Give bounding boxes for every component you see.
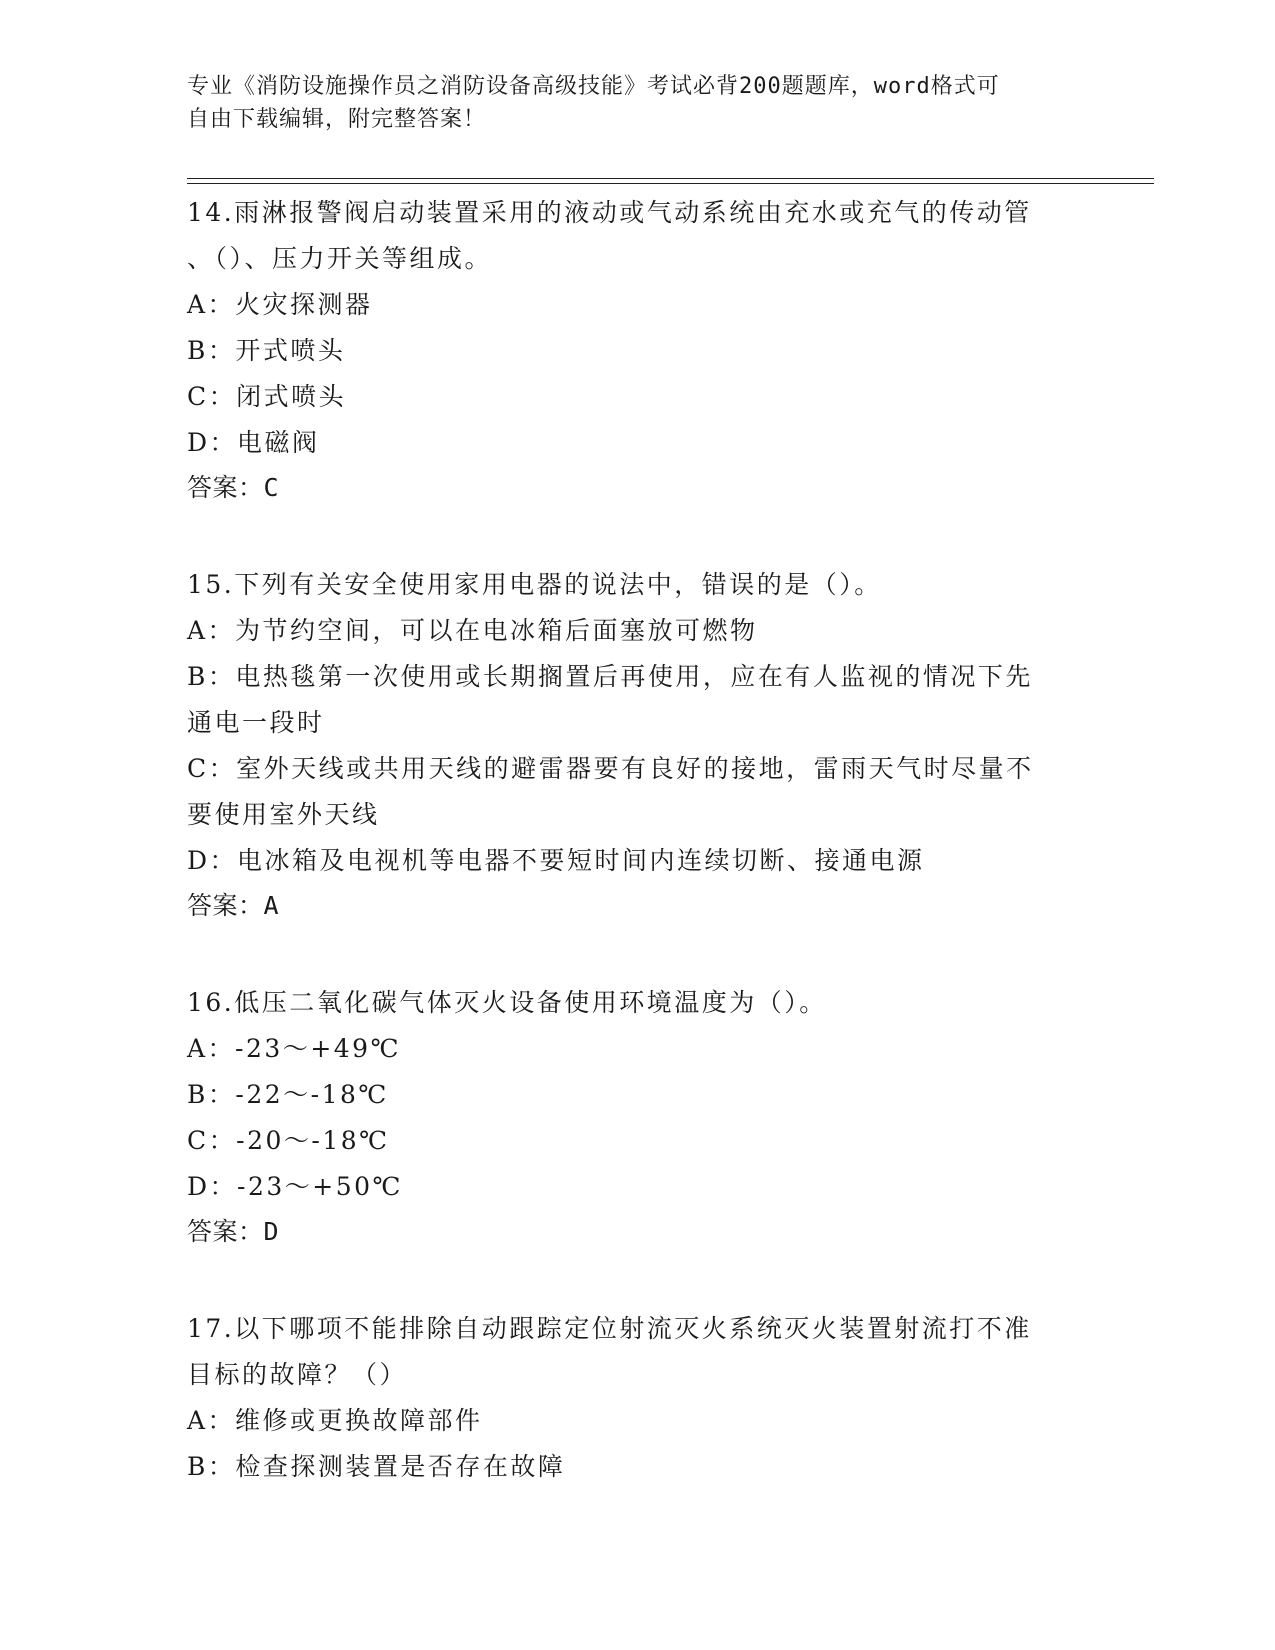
header-line: 专业《消防设施操作员之消防设备高级技能》考试必背200题题库，word格式可 — [187, 74, 1000, 99]
option-c-continued: 要使用室外天线 — [187, 800, 380, 829]
option-b: B：电热毯第一次使用或长期搁置后再使用，应在有人监视的情况下先 — [187, 662, 1033, 691]
question-stem: 14.雨淋报警阀启动装置采用的液动或气动系统由充水或充气的传动管 — [187, 198, 1032, 227]
header-divider — [187, 178, 1154, 179]
question-block — [187, 562, 1087, 928]
option-b: B：开式喷头 — [187, 336, 346, 365]
option-d: D：电磁阀 — [187, 428, 320, 457]
question-stem: 目标的故障？（） — [187, 1360, 408, 1389]
option-c: C：-20～-18℃ — [187, 1126, 390, 1155]
question-stem: 、（）、压力开关等组成。 — [187, 244, 493, 273]
option-c: C：室外天线或共用天线的避雷器要有良好的接地，雷雨天气时尽量不 — [187, 754, 1034, 783]
question-stem: 15.下列有关安全使用家用电器的说法中，错误的是（）。 — [187, 570, 882, 599]
option-a: A：火灾探测器 — [187, 290, 373, 319]
option-d: D：电冰箱及电视机等电器不要短时间内连续切断、接通电源 — [187, 846, 925, 875]
question-list — [187, 190, 1087, 1542]
question-stem: 16.低压二氧化碳气体灭火设备使用环境温度为（）。 — [187, 988, 827, 1017]
question-block — [187, 1306, 1087, 1490]
answer-line: 答案：A — [187, 891, 280, 920]
option-a: A：为节约空间，可以在电冰箱后面塞放可燃物 — [187, 616, 758, 645]
option-a: A：维修或更换故障部件 — [187, 1406, 483, 1435]
document-header — [187, 70, 1087, 136]
option-d: D：-23～+50℃ — [187, 1172, 404, 1201]
question-block — [187, 190, 1087, 510]
question-stem: 17.以下哪项不能排除自动跟踪定位射流灭火系统灭火装置射流打不准 — [187, 1314, 1032, 1343]
option-b-continued: 通电一段时 — [187, 708, 325, 737]
option-b: B：-22～-18℃ — [187, 1080, 389, 1109]
answer-line: 答案：D — [187, 1217, 280, 1246]
question-block — [187, 980, 1087, 1254]
header-line: 自由下载编辑，附完整答案！ — [187, 107, 487, 132]
option-c: C：闭式喷头 — [187, 382, 347, 411]
option-b: B：检查探测装置是否存在故障 — [187, 1452, 566, 1481]
option-a: A：-23～+49℃ — [187, 1034, 402, 1063]
answer-line: 答案：C — [187, 473, 280, 502]
header-divider — [187, 183, 1154, 184]
